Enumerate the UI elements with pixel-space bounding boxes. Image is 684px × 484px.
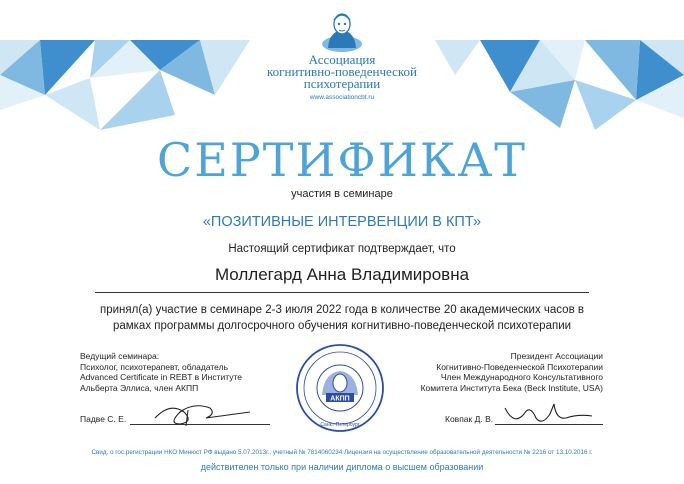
body-text-line-1: принял(а) участие в семинаре 2-3 июля 2022 года в количестве 20 академических часов в (99, 304, 584, 316)
president-signature-icon (500, 396, 600, 430)
president-line-1: Президент Ассоциации (510, 351, 603, 361)
seminar-name: «ПОЗИТИВНЫЕ ИНТЕРВЕНЦИИ В КПТ» (202, 214, 482, 230)
registration-info: Свид. о гос.регистрации НКО Минюст РФ выдано 5.07.2013г., учетный № 7814060234 Лицензия на осуществление образовательной деятельности № 2216 от 13.10.2016 г. (91, 449, 593, 456)
organization-logo-block (242, 8, 442, 101)
org-name-line-1: Ассоциация (308, 52, 376, 67)
org-website: www.associationcbt.ru (309, 94, 375, 101)
association-stamp-icon (288, 343, 392, 433)
stamp-center-text: АКПП (330, 395, 350, 403)
lead-line-3: Advanced Certificate in REBT в Институте (80, 372, 242, 382)
president-block (420, 351, 603, 393)
recipient-underline (95, 292, 589, 293)
president-signer-name: Ковпак Д. В. (445, 414, 494, 424)
recipient-name: Моллегард Анна Владимировна (214, 265, 470, 284)
lead-line-2: Психолог, психотерапевт, обладатель (80, 361, 229, 372)
certificate-title: СЕРТИФИКАТ (157, 133, 527, 187)
org-name-line-3: психотерапии (303, 76, 381, 91)
lead-line-1: Ведущий семинара: (80, 351, 160, 361)
validity-note: действителен только при наличии диплома о высшем образовании (200, 462, 484, 472)
seminar-lead-block (80, 351, 270, 393)
lead-signature-icon (150, 396, 265, 430)
stamp-city-text: Санкт-Петербург (320, 422, 360, 428)
body-text-line-2: рамках программы долгосрочного обучения когнитивно-поведенческой психотерапии (112, 320, 572, 332)
founder-portrait-icon (319, 8, 365, 54)
lead-signer-name: Падве С. Е. (80, 414, 127, 424)
president-line-4: Комитета Института Бека (Beck Institute, USA) (420, 382, 603, 393)
org-name-line-2: когнитивно-поведенческой (267, 64, 417, 79)
lead-line-4: Альберта Эллиса, член АКПП (80, 382, 199, 393)
president-line-3: Член Международного Консультативного (440, 372, 603, 382)
president-line-2: Когнитивно-Поведенческой Психотерапии (436, 361, 603, 372)
confirm-text: Настоящий сертификат подтверждает, что (228, 243, 456, 255)
certificate-subtitle: участия в семинаре (291, 188, 393, 200)
